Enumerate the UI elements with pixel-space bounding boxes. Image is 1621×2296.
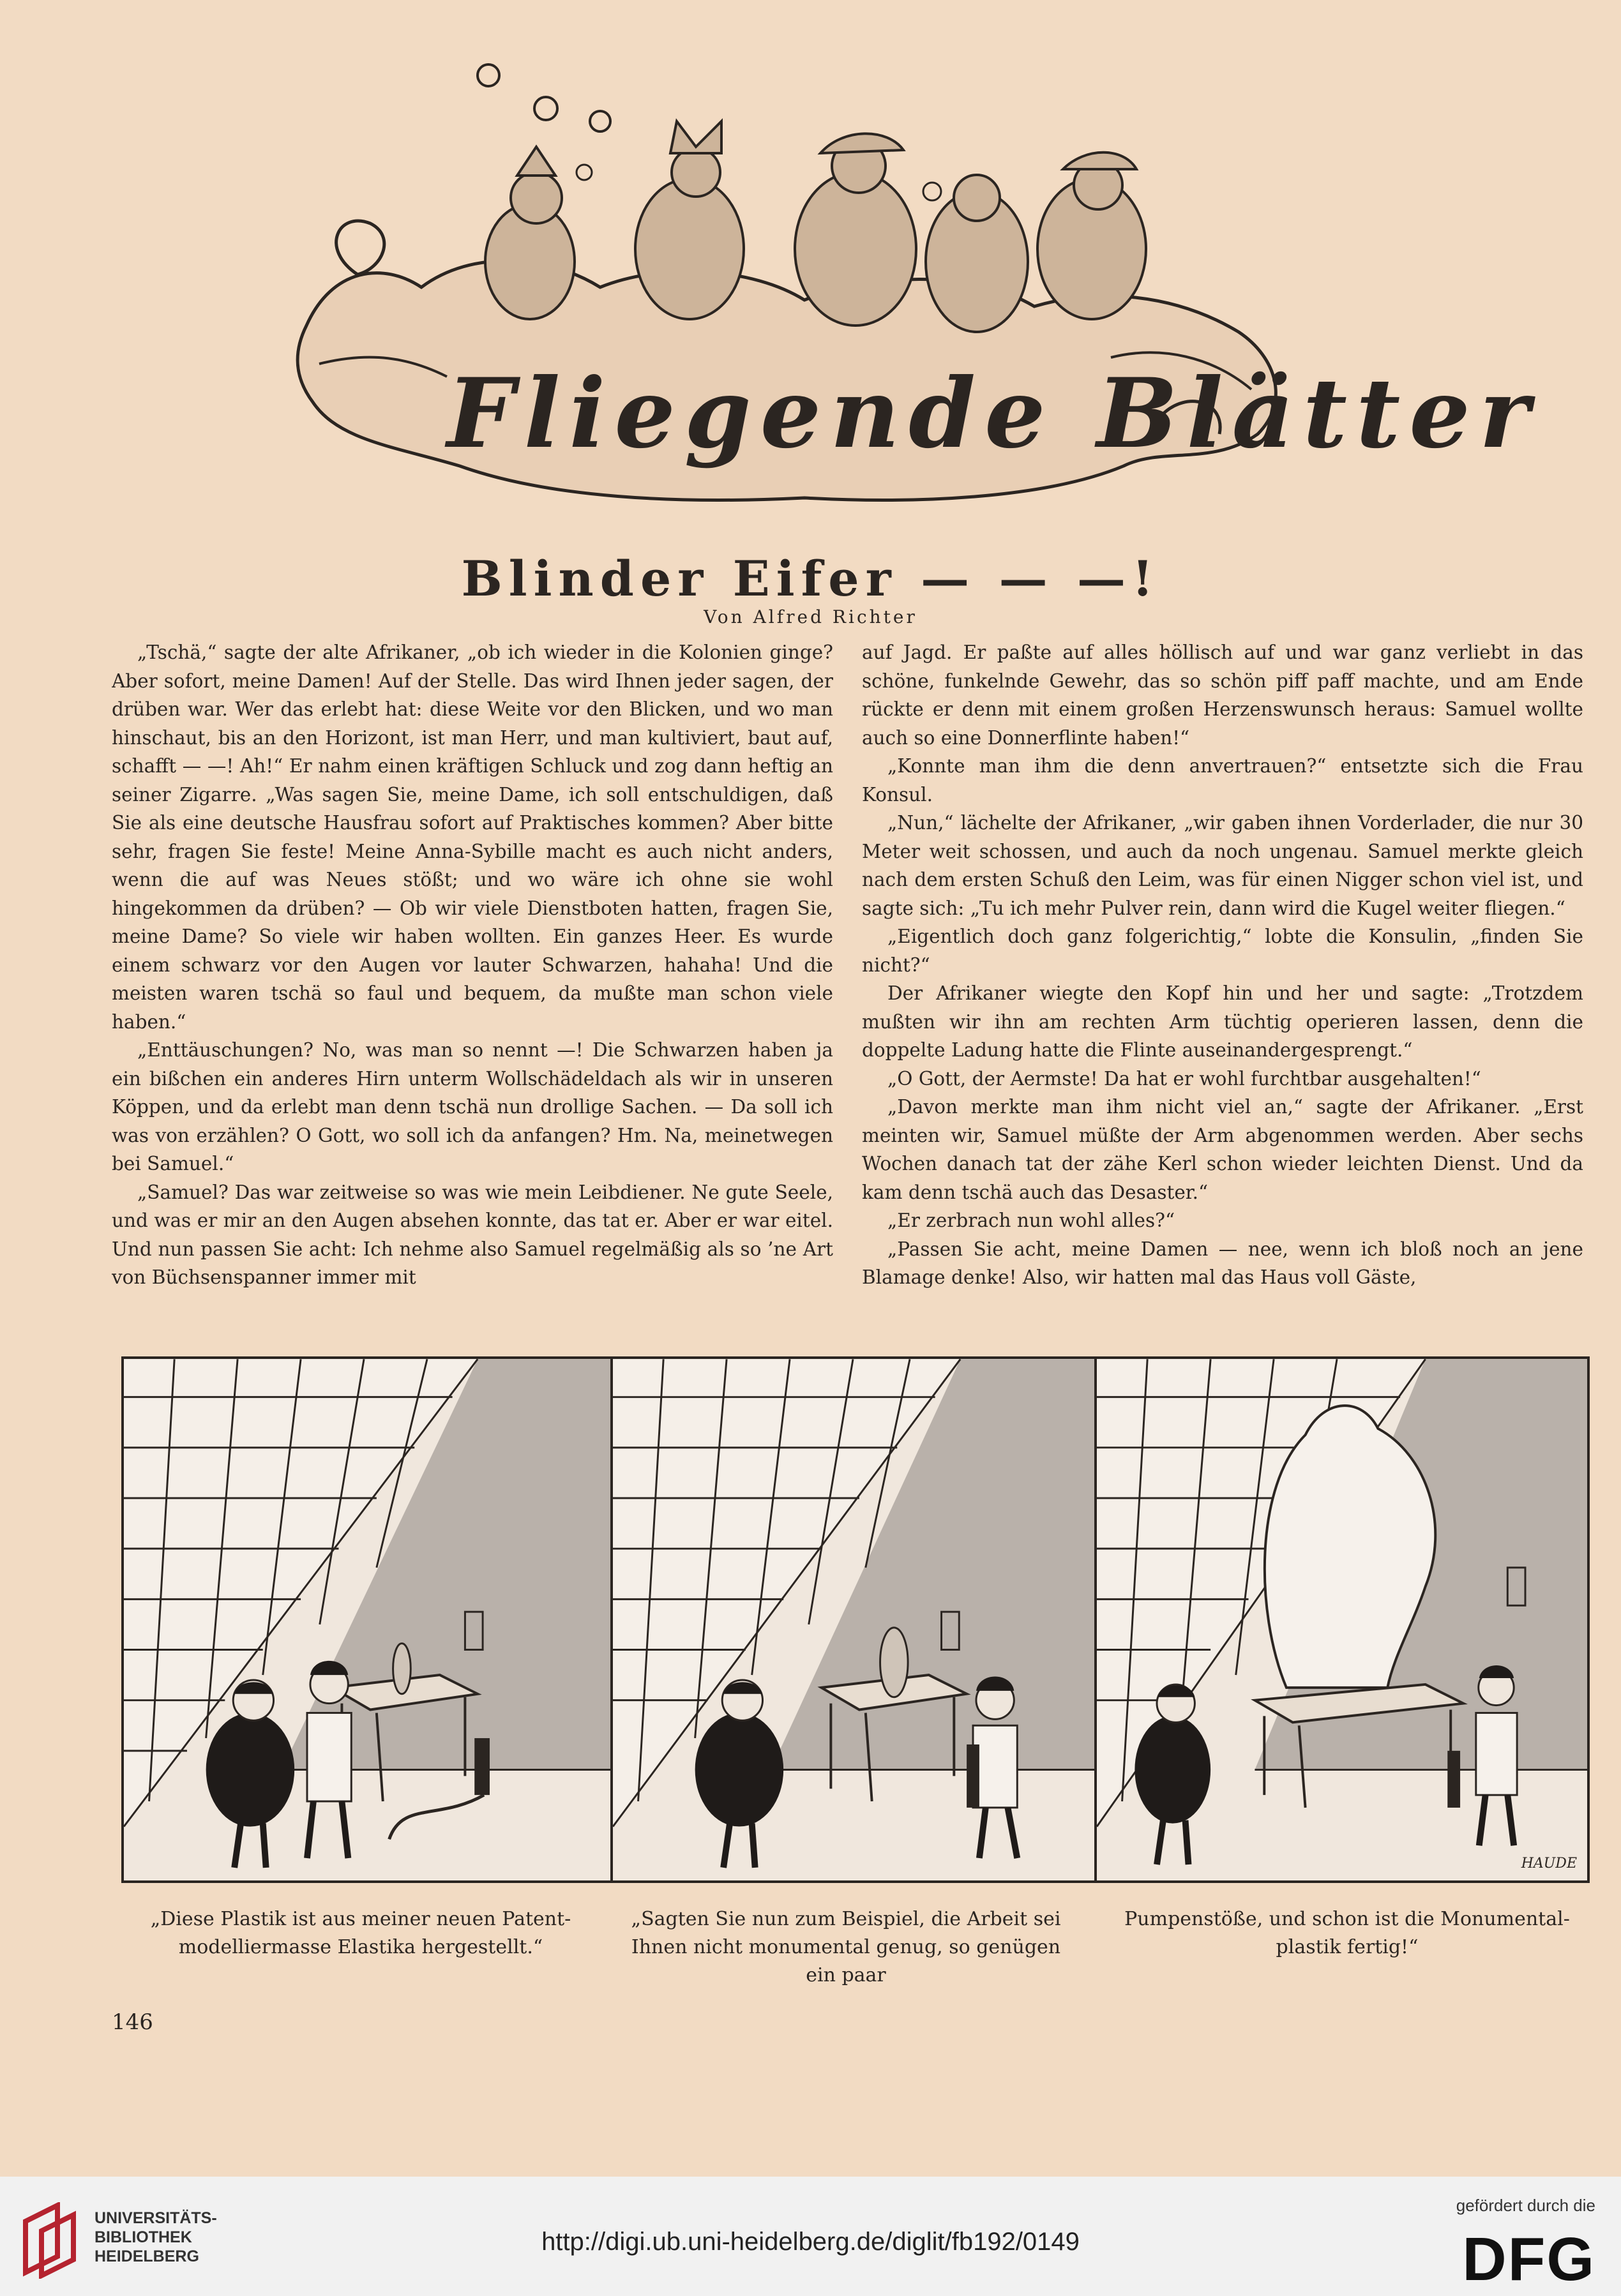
library-line: UNIVERSITÄTS-	[94, 2209, 217, 2227]
comic-caption-2: „Sagten Sie nun zum Beispiel, die Arbeit sei Ihnen nicht monumental genug, so genügen ein paar	[631, 1908, 1061, 1986]
funding-note: gefördert durch die	[1456, 2196, 1595, 2215]
paragraph: „Nun,“ lächelte der Afrikaner, „wir gaben ihnen Vorderlader, die nur 30 Meter weit schossen, und auch da noch ungenau. Samuel merkte gleich nach dem ersten Schuß den Leim, was für einen Nigger schon viel ist, und sagte sich: „Tu ich mehr Pulver rein, dann wird die Kugel weiter fliegen.“	[862, 812, 1583, 919]
paragraph: „Passen Sie acht, meine Damen — nee, wenn ich bloß noch an jene Blamage denke! Also, wir hatten mal das Haus voll Gäste,	[862, 1238, 1583, 1288]
comic-strip	[121, 1356, 1590, 1883]
dfg-logo: DFG	[1462, 2225, 1595, 2293]
paragraph: „Konnte man ihm die denn anvertrauen?“ entsetzte sich die Frau Konsul.	[862, 755, 1583, 806]
digitization-footer	[0, 2177, 1621, 2296]
article-title: Blinder Eifer — — —!	[461, 550, 1160, 607]
paragraph: Der Afrikaner wiegte den Kopf hin und her und sagte: „Trotzdem mußten wir ihn am rechten Arm tüchtig operieren lassen, denn die doppelte Ladung hatte die Flinte auseinandergesprengt.“	[862, 982, 1583, 1061]
source-url-link[interactable]: http://digi.ub.uni-heidelberg.de/diglit/fb192/0149	[541, 2228, 1080, 2256]
masthead-title: Fliegende Blätter	[447, 357, 1539, 470]
library-line: BIBLIOTHEK	[94, 2228, 192, 2246]
paragraph: „O Gott, der Aermste! Da hat er wohl furchtbar ausgehalten!“	[887, 1067, 1481, 1090]
paragraph: „Eigentlich doch ganz folgerichtig,“ lobte die Konsulin, „finden Sie nicht?“	[862, 926, 1583, 976]
paragraph: „Tschä,“ sagte der alte Afrikaner, „ob ich wieder in die Kolonien ginge? Aber sofort, meine Damen! Auf der Stelle. Das wird Ihnen jeder sagen, der drüben war. Wer das erlebt hat: diese Weite vor den Blicken, und wo man hinschaut, bis an den Horizont, ist man Herr, und man kultiviert, baut auf, schafft — —! Ah!“ Er nahm einen kräftigen Schluck und zog dann heftig an seiner Zigarre. „Was sagen Sie, meine Dame, ich soll entschuldigen, daß Sie als eine deutsche Hausfrau sofort auf Praktisches kommen? Aber bitte sehr, fragen Sie feste! Meine Anna-Sybille macht es auch nicht anders, wenn die auf was Neues stößt; und wo wäre ich ohne sie wohl hingekommen da drüben? — Ob wir viele Dienstboten hatten, fragen Sie, meine Dame? So viele wir haben wollten. Ein ganzes Heer. Es wurde einem schwarz vor den Augen vor lauter Schwarzen, hahaha! Und die meisten waren tschä so faul und bequem, da mußte man schon viele haben.“	[112, 642, 833, 1033]
paragraph: „Davon merkte man ihm nicht viel an,“ sagte der Afrikaner. „Erst meinten wir, Samuel müßte der Arm abgenommen werden. Aber sechs Wochen danach tat der zähe Kerl schon wieder leichten Dienst. Und da kam denn tschä auch das Desaster.“	[862, 1096, 1583, 1203]
comic-panel-3	[1094, 1356, 1590, 1883]
paragraph: „Er zerbrach nun wohl alles?“	[887, 1210, 1175, 1231]
comic-caption-3: Pumpenstöße, und schon ist die Monumentalplastik fertig!“	[1124, 1908, 1570, 1958]
comic-panel-2	[610, 1356, 1097, 1883]
library-line: HEIDELBERG	[94, 2247, 199, 2265]
paragraph: „Enttäuschungen? No, was man so nennt —! Die Schwarzen haben ja ein bißchen ein anderes Hirn unterm Wollschädeldach als wir in unseren Köppen, und da erlebt man denn tschä nun drollige Sachen. — Da soll ich was von erzählen? O Gott, wo soll ich da anfangen? Hm. Na, meinetwegen bei Samuel.“	[112, 1039, 833, 1174]
artist-signature: HAUDE	[1521, 1856, 1577, 1872]
studio-scene-drawing	[613, 1359, 1094, 1880]
masthead-illustration	[281, 57, 1539, 523]
paragraph: „Samuel? Das war zeitweise so was wie mein Leibdiener. Ne gute Seele, und was er mir an den Augen absehen konnte, das tat er. Aber er war eitel. Und nun passen Sie acht: Ich nehme also Samuel regelmäßig als so ’ne Art von Büchsenspanner immer mit	[112, 1181, 833, 1288]
comic-panel-1	[121, 1356, 613, 1883]
studio-scene-drawing	[124, 1359, 610, 1880]
paragraph: auf Jagd. Er paßte auf alles höllisch auf und war ganz verliebt in das schöne, funkelnde Gewehr, das so schön piff paff machte, und am Ende rückte er denn mit einem großen Herzenswunsch heraus: Samuel wollte auch so eine Donnerflinte haben!“	[862, 642, 1583, 749]
text-column-right	[862, 638, 1583, 1328]
studio-scene-drawing	[1097, 1359, 1587, 1880]
article-byline: Von Alfred Richter	[704, 606, 917, 627]
comic-caption-1: „Diese Plastik ist aus meiner neuen Patentmodelliermasse Elastika hergestellt.“	[150, 1908, 571, 1958]
page-number: 146	[112, 2009, 153, 2035]
text-column-left	[112, 638, 833, 1328]
